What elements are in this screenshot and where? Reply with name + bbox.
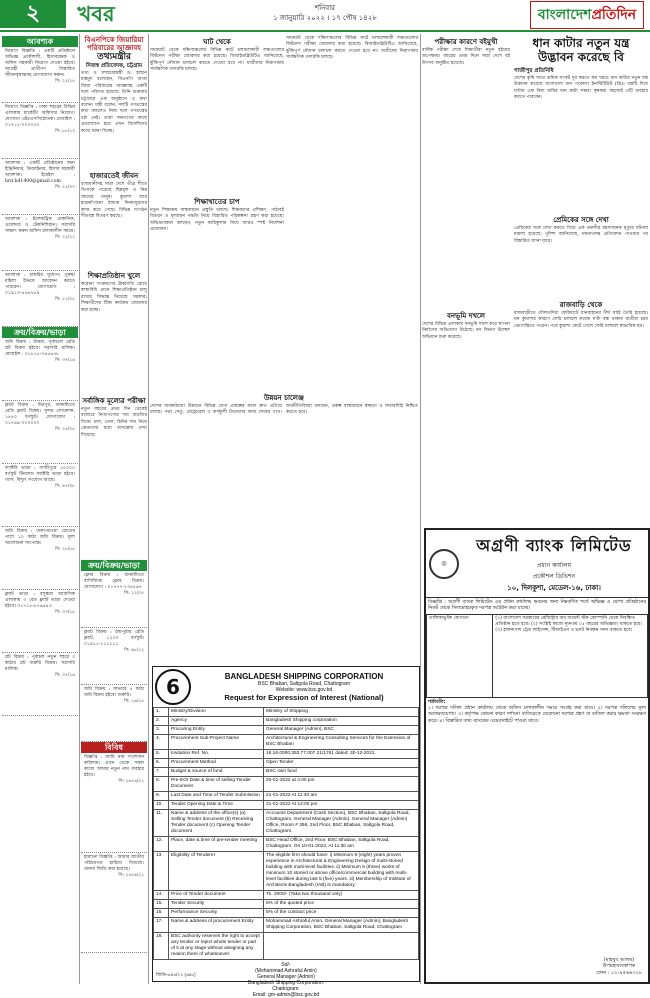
classified-ad	[2, 47, 78, 103]
table-row	[154, 810, 419, 837]
sign-org: Bangladesh Shipping Corporation.	[247, 980, 325, 986]
table-row	[154, 726, 419, 735]
terms-head: শর্তাবলি:	[428, 700, 446, 705]
tender-address: BSC Bhaban, Saltgola Road, Chattogram	[258, 681, 350, 687]
table-cell: 4.	[154, 735, 169, 750]
classified-ad	[2, 103, 78, 159]
table-cell: Procuring Entity	[169, 726, 264, 735]
table-cell: 1.	[154, 708, 169, 717]
tender-table	[153, 707, 419, 960]
table-cell: Eligibility of Tenderer	[169, 852, 264, 891]
table-cell: 2.	[154, 717, 169, 726]
article-dhan-body	[514, 68, 648, 211]
ad-text: ফ্ল্যাট বিক্রয় : রামপুরায় রেডি ফ্ল্যাট, ১২০০ বর্গফুট। ০১৯১১-১১১১১১	[84, 630, 144, 647]
table-cell: 21-01-2022 At 11:30 am	[264, 792, 419, 801]
table-cell: Open Tender	[264, 759, 419, 768]
table-cell: Performance Security	[169, 909, 264, 918]
ad-text: হারানো বিজ্ঞপ্তি : আমার জাতীয় পরিচয়পত্র হারিয়ে গিয়েছে। থানায় জিডি করা হয়েছে।	[84, 855, 144, 872]
subhead: ঘাট থেকে	[203, 38, 231, 46]
article-body: করোনা সংক্রমণের ঊর্ধ্বগতি রোধে স্বাস্থ্যবিধি মেনে শিক্ষাপ্রতিষ্ঠান চালু রাখার সিদ্ধান্ত নিয়েছে সরকার। শিক্ষার্থীদের টিকা কার্যক্রম জোরদার করা হচ্ছে।	[81, 282, 147, 313]
table-row	[154, 837, 419, 852]
table-cell: 21-01-2022 At 12:00 pm	[264, 801, 419, 810]
table-cell: Price of Tender document	[169, 891, 264, 900]
table-cell: BSC authority reserves the right to accept any tender or reject whole tender or part of it at any stage without assigning any reason there of whatsoever.	[169, 933, 264, 960]
classifieds-column	[2, 36, 78, 716]
sign-phone: ফোন : ০২-৯৫৬৬৩২৮	[595, 969, 642, 976]
article-body: নতুন শিক্ষাক্রম বাস্তবায়নে প্রস্তুতি চলছে। শিক্ষকদের প্রশিক্ষণ, পাঠ্যবই বিতরণ ও মূল্যায়ন পদ্ধতি নিয়ে বিস্তারিত পরিকল্পনা গ্রহণ করা হয়েছে। অভিভাবকরা বলছেন, নতুন কারিকুলাম নিয়ে আরও স্পষ্ট নির্দেশনা প্রয়োজন।	[150, 208, 284, 233]
terms-body: ১। দরপত্র দলিল প্রধান কার্যালয় থেকে অফিস চলাকালীন সময়ে সংগ্রহ করা যাবে। ২। দরপত্র দলিলের মূল্য অফেরতযোগ্য। ৩। কর্তৃপক্ষ কোনো কারণ দর্শানো ব্যতিরেকে যেকোনো দরপত্র গ্রহণ বা বাতিল করার ক্ষমতা সংরক্ষণ করে। ৪। বিস্তারিত তথ্য ব্যাংকের ওয়েবসাইটে পাওয়া যাবে।	[428, 706, 646, 724]
table-cell: 18.	[154, 933, 169, 960]
table-cell: Last Date and Time of Tender Submission	[169, 792, 264, 801]
classified-ad	[2, 215, 78, 271]
article-body: সদরঘাট থেকে দক্ষিণাঞ্চলের বিভিন্ন রুটে চলাচলকারী লঞ্চগুলোর ফিটনেস পরীক্ষা জোরদার করা হয়েছে। বিআইডব্লিউটিএ জানিয়েছে, ঝুঁকিপূর্ণ নৌযান চলাচল করতে দেওয়া হবে না। যাত্রীদের নিরাপত্তায় সার্বক্ষণিক তদারকি চলছে।	[286, 36, 418, 61]
classified-ad	[2, 338, 78, 401]
classified-ad	[2, 159, 78, 215]
article-dhan	[514, 36, 648, 64]
classified-head-misc: বিবিধ	[81, 742, 147, 753]
article-byline: গাজীপুর প্রতিনিধি	[514, 68, 554, 74]
table-cell: Name & address of the office(s) (a) Selling Tender document (b) Receiving Tender document (c) Opening Tender document	[169, 810, 264, 837]
logo-part2: প্রতিদিন	[591, 7, 637, 23]
header-day: শনিবার	[314, 4, 336, 12]
table-cell: 7.	[154, 768, 169, 777]
article-kicker: ধান কাটার নতুন যন্ত্র	[532, 36, 630, 50]
subhead: পরীক্ষার কারণে বইমুখী	[434, 38, 498, 46]
article-unnoyon	[150, 392, 418, 664]
table-cell: General Manager (Admin), BSC	[264, 726, 419, 735]
table-cell: 5.	[154, 750, 169, 759]
ad-text: ফ্ল্যাট বিক্রয় : মিরপুর, ধানমন্ডিতে রেডি ফ্ল্যাট বিক্রয়। সুন্দর লোকেশন, ১৪৫০ বর্গফুট। যোগাযোগ : ০১৭৬৯-০০০০০০	[5, 403, 75, 426]
table-cell: Accounts Department (Cash Section), BSC Bhaban, Saltgola Road, Chattogram. General Manager (Admin). General Manager (Admin) Office, Room # 356, 2nd Floor, BSC Bhaban, Saltgola Road, Chattogram.	[264, 810, 419, 837]
article-body: তথ্য ও সম্প্রচারমন্ত্রী ড. হাছান মাহমুদ বলেছেন, বিএনপি আজ জিয়া পরিবারের আজ্ঞাবহ একটি দলে পরিণত হয়েছে। তিনি শুক্রবার চট্টগ্রামে এক অনুষ্ঠানে এ কথা বলেন। মন্ত্রী বলেন, দলটি গণতন্ত্রের কথা বললেও নিজ দলে গণতন্ত্রের চর্চা নেই। তারা জনগণের কাছে প্রত্যাখ্যাত হয়ে এখন বিদেশিদের কাছে ধরনা দিচ্ছে।	[81, 71, 147, 134]
header-rule	[0, 30, 650, 32]
table-row	[154, 768, 419, 777]
ad-ref: সি: ১২/০৫	[124, 591, 144, 596]
bsc-logo-icon: 6	[155, 669, 191, 705]
subhead: শিক্ষাপ্রতিষ্ঠান খুলে	[87, 272, 141, 280]
ad-ref: সি: ২৮/৫৫	[55, 547, 75, 552]
article-body: রাজবাড়ীতে দৌলতদিয়া ফেরিঘাটে যানবাহনের দীর্ঘ সারি তৈরি হয়েছে। ঘন কুয়াশার কারণে ফেরি চলাচল কয়েক ঘণ্টা বন্ধ থাকায় যাত্রীরা চরম ভোগান্তিতে পড়েন। পরে কুয়াশা কেটে গেলে ফেরি চলাচল স্বাভাবিক হয়।	[514, 311, 648, 329]
table-cell	[264, 933, 419, 960]
subhead: শিক্ষাখাতের চাপ	[194, 198, 240, 206]
article-byline: নিজস্ব প্রতিবেদক, চট্টগ্রাম	[85, 63, 143, 69]
table-cell: Name & address of procurement Entity	[169, 918, 264, 933]
table-row	[154, 777, 419, 792]
table-cell: Mohammad Ashraful Amin, General Manager (Admin), Bangladesh Shipping Corporation, BSC Bhaban, Saltgola Road, Chattogram	[264, 918, 419, 933]
table-cell: 11.	[154, 810, 169, 837]
table-cell: Procurement Method	[169, 759, 264, 768]
table-cell: Agency	[169, 717, 264, 726]
classified-ad	[2, 271, 78, 327]
bank-dept: প্রকৌশল ডিভিশন	[532, 573, 576, 580]
table-cell: 14.	[154, 891, 169, 900]
subhead: উন্নয়ন চালেঞ্জ	[263, 394, 304, 402]
table-row	[154, 759, 419, 768]
sign-name: (Mohammad Ashraful Amin)	[255, 968, 317, 974]
article-headline: তথ্যমন্ত্রীর	[97, 52, 131, 62]
table-cell: Pre-EOI Date & time of selling Tender Document	[169, 777, 264, 792]
ad-text: বিজ্ঞপ্তি : আমি নাম সংশোধন করিলাম। এখন থেকে সকল কাজে আমার নতুন নাম ব্যবহার হইবে।	[84, 755, 144, 778]
ad-ref: সি: ৯৮/১২	[124, 648, 144, 653]
ad-text: ফ্লোর বিক্রয় : ধানমন্ডিতে বাণিজ্যিক ফ্লোর বিক্রয়। যোগাযোগ : ০১৭৭৭-২৩৪৫৬৭	[84, 573, 144, 590]
ad-ref: সি: ৯৭/৩৮	[55, 484, 75, 489]
table-cell: 13.	[154, 852, 169, 891]
subhead: সর্বাঙ্গিক মূল্যের পরীক্ষা	[82, 397, 146, 405]
agrani-header	[426, 530, 648, 597]
table-row	[427, 615, 648, 698]
tender-notice	[152, 666, 420, 998]
article-body: দেশের কৃষি খাতে শ্রমিক সংকট দূর করতে কম খরচে ধান কাটার নতুন যন্ত্র উদ্ভাবন করেছে বাংলাদেশ ধান গবেষণা ইনস্টিটিউট (ব্রি)। যন্ত্রটি দিয়ে ঘণ্টায় এক বিঘা জমির ধান কাটা সম্ভব। কৃষকরা সহজেই এটি ব্যবহার করতে পারবেন।	[514, 76, 648, 101]
table-row	[154, 918, 419, 933]
table-cell: 10.	[154, 801, 169, 810]
agrani-title-block	[463, 533, 645, 594]
bank-table	[426, 614, 648, 698]
table-cell: 5% of the contract price	[264, 909, 419, 918]
classified-ad	[81, 628, 147, 685]
ad-ref: সি: ৫১/০৫	[55, 297, 75, 302]
classifieds-column-2	[81, 560, 147, 953]
tender-header	[153, 667, 419, 707]
classified-ad	[2, 401, 78, 464]
table-cell: 9.	[154, 792, 169, 801]
article-kicker: বিএনপিকে জিয়ারিয়া পরিবারের আজ্ঞাবহ	[84, 36, 144, 52]
ad-text: ফ্যাক্টরি ভাড়া : গাজীপুরে ১০০০০ বর্গফুট টিনশেড ফ্যাক্টরি ভাড়া হইবে। গ্যাস, বিদ্যুৎ সংযোগ আছে।	[5, 466, 75, 483]
bank-signature	[596, 957, 642, 977]
subhead: বনভূমি দখলে	[447, 312, 485, 320]
table-cell: Tender Opening Date & Time	[169, 801, 264, 810]
article-headline: উদ্ভাবন করেছে বি	[538, 50, 624, 64]
article-porikkha	[422, 36, 510, 452]
column-rule	[79, 34, 80, 984]
sign-email: Email: gm-admin@bsc.gov.bd	[252, 992, 320, 998]
tender-title: Request for Expression of Interest (National)	[224, 693, 384, 702]
ad-ref: সি: ৮৮/১২	[55, 129, 75, 134]
ad-ref: সি: ২৪৫৯/২১	[118, 873, 144, 878]
sign-title: উপমহাব্যবস্থাপক	[602, 963, 636, 969]
article-body: দেশের অবকাঠামো উন্নয়নে বিভিন্ন মেগা প্রকল্পের কাজ দ্রুত এগিয়ে চলছে। পদ্মা সেতু, মেট্রোরেল ও কর্ণফুলী টানেলের কাজ শেষের পথে। অর্থনীতিবিদরা বলছেন, প্রকল্প বাস্তবায়নে স্বচ্ছতা ও জবাবদিহি নিশ্চিত করতে হবে।	[150, 404, 418, 416]
classified-ad	[81, 685, 147, 742]
article-body: বার্ষিক পরীক্ষা শেষে শিক্ষার্থীরা নতুন বইয়ের অপেক্ষায়। বছরের প্রথম দিনে সারা দেশে বই উৎসব অনুষ্ঠিত হয়েছে।	[422, 48, 510, 66]
ad-text: আবশ্যক : একটি প্রতিষ্ঠানের জন্য ইঞ্জিনিয়ার, ডিজাইনার, হিসাব সহকারী আবশ্যক। ইমেইল : hrd.bd1400@gmail.com	[5, 161, 75, 184]
ad-text: জমি বিক্রয় : উত্তরা, পূর্বাচলে রেডি প্লট বিক্রয় হইবে। সরাসরি মালিক। মোবাইল : ০১৮১৮-৩৪৫৬৭৮	[5, 340, 75, 357]
ad-ref: সি: ১৬/১৫	[124, 699, 144, 704]
article-ghat-cont	[286, 36, 418, 386]
sign-title: General Manager (Admin)	[257, 974, 315, 980]
classified-head-wanted: আবশ্যক	[2, 36, 78, 47]
table-cell: 17.	[154, 918, 169, 933]
table-cell: Budget & source of fund	[169, 768, 264, 777]
bank-title: অগ্রণী ব্যাংক লিমিটেড	[476, 536, 632, 555]
bank-logo-icon: ◎	[429, 549, 459, 579]
table-cell: Procurement Sub-Project Name	[169, 735, 264, 750]
article-body: নতুন বছরের প্রথম দিন থেকেই বাজারে নিত্যপণ্যের দাম বাড়তির দিকে। চাল, তেল, চিনির দাম নিয়ে ক্রেতাদের মধ্যে অসন্তোষ দেখা দিয়েছে।	[81, 407, 147, 438]
ad-ref: সি: ৩৭/১৬	[55, 358, 75, 363]
table-cell: BSC Head Office, 2nd Floor, BSC Bhaban, Saltgola Road, Chattogram. On 10-01-2022, At 11:30 am	[264, 837, 419, 852]
table-cell: (১) বাংলাদেশ সরকারের রেজিস্ট্রার অব জয়েন্ট স্টক কোম্পানি থেকে নিবন্ধিত প্রতিষ্ঠান হতে হবে। (২) সংশ্লিষ্ট কাজে ন্যূনতম ০৫ বছরের অভিজ্ঞতা থাকতে হবে। (৩) হালনাগাদ ট্রেড লাইসেন্স, টিআইএন ও ভ্যাট নিবন্ধন সনদ থাকতে হবে।	[493, 615, 648, 698]
ad-text: জমি বিক্রয় : ঢাকা-মাওয়া রোডের পাশে ১০ কাঠা জমি বিক্রয়। মূল্য আলোচনা সাপেক্ষে।	[5, 529, 75, 546]
ad-ref: সি: ৩৭/১৬	[55, 673, 75, 678]
ad-text: নিয়োগ বিজ্ঞপ্তি : ঢাকা শহরের বিভিন্ন এলাকায় মার্কেটিং অফিসার নিয়োগ। যোগ্যতা এইচএসসি/স্নাতক। মোবাইল : ০১৭১১-০০০০০০	[5, 105, 75, 128]
classified-ad	[81, 853, 147, 953]
table-row	[154, 909, 419, 918]
table-cell: 6.	[154, 759, 169, 768]
ad-ref: সি: ২৪৫৬/২১	[118, 779, 144, 784]
table-row	[154, 750, 419, 759]
tender-signature	[153, 962, 419, 998]
table-cell: The eligible firm should have: i) Minimum 8 (eight) years proven experience in Architectural & Engineering Design of multi-storied building with multi-level facilities. ii) Minimum 5 (three) works of minimum 10 storied or above office/commercial building with multi-level facilities during last 5 (five) years. iii) Membership of Institute of Architects Bangladesh (IAB) is mandatory.	[264, 852, 419, 891]
table-row	[154, 717, 419, 726]
table-cell: Architectural & Engineering Consulting Services for the Extension of BSC Bhaban	[264, 735, 419, 750]
article-premik	[514, 214, 648, 491]
table-cell: 12.	[154, 837, 169, 852]
ad-ref: সি: ২২/৩০	[55, 185, 75, 190]
article-body: রাজধানীসহ সারা দেশে তীব্র শীতে বিপাকে পড়েছে ছিন্নমূল ও নিম্ন আয়ের মানুষ। কুয়াশা আর হাড়কাঁপানো ঠান্ডায় দিনমজুরদের কাজ কমে গেছে। বিভিন্ন সংগঠন শীতবস্ত্র বিতরণ করছে।	[81, 182, 147, 220]
ad-ref: সি: ২২/২২	[55, 235, 75, 240]
article-sikkha	[150, 196, 284, 398]
sign-sd: Sd/-	[281, 962, 291, 968]
ad-text: জমি বিক্রয় : সাভারে ৫ কাঠা জমি বিক্রয় হইবে। জরুরি।	[84, 687, 144, 698]
sign-name: (মাহবুব আলম)	[603, 956, 635, 963]
ad-text: আবশ্যক : চাকরির সুযোগ। পুরুষ/মহিলা উভয়ে আবেদন করতে পারবেন। যোগাযোগ : ০১৯১৩-৪৫৬৭৮৯	[5, 273, 75, 296]
table-cell: 5% of the quoted price	[264, 900, 419, 909]
table-row	[154, 801, 419, 810]
classified-ad	[2, 464, 78, 527]
ad-ref: সি: ২২/১৫	[55, 79, 75, 84]
table-cell: Tk. 2000/- (Taka two thousand only)	[264, 891, 419, 900]
table-cell: 16.	[154, 909, 169, 918]
classified-head-buysell: ক্রয়/বিক্রয়/ভাড়া	[2, 327, 78, 338]
section-title: খবর	[77, 2, 115, 26]
bank-notice: বিজ্ঞপ্তি : অগ্রণী ব্যাংক লিমিটেড এর প্রধান কার্যালয় ভবনের জন্য নিম্নবর্ণিত শর্তে অভিজ্ঞ ও যোগ্য প্রতিষ্ঠানের নিকট থেকে সিলমোহরকৃত দরপত্র আহ্বান করা যাচ্ছে।	[426, 597, 648, 614]
table-cell: Tender Security	[169, 900, 264, 909]
ad-text: আবশ্যক : ইলেকট্রিক মেকানিক, ওয়েল্ডার ও টেকনিশিয়ান। সরাসরি সাক্ষাৎ করুন অফিস চলাকালীন সময়ে।	[5, 217, 75, 234]
classified-ad	[2, 590, 78, 653]
table-cell: BSC own fund	[264, 768, 419, 777]
subhead: রাজবাড়ি থেকে	[559, 301, 603, 309]
bank-terms	[426, 698, 648, 848]
tender-org: BANGLADESH SHIPPING CORPORATION	[224, 672, 384, 681]
table-cell: Ministry/Division	[169, 708, 264, 717]
page-number: ২	[0, 0, 66, 28]
table-cell: 8.	[154, 777, 169, 792]
tender-website: Website: www.bsc.gov.bd	[275, 687, 333, 693]
classified-head-buysell-2: ক্রয়/বিক্রয়/ভাড়া	[81, 560, 147, 571]
masthead-logo	[530, 1, 644, 29]
classified-ad	[81, 753, 147, 853]
article-body: দেশের বিভিন্ন এলাকায় বনভূমি দখল করে স্থাপনা নির্মাণের অভিযোগ উঠেছে। বন বিভাগ উচ্ছেদ অভিযান শুরু করেছে।	[422, 322, 510, 340]
bank-address: ১০, দিলকুশা, মেডেল-১৬, ঢাকা।	[507, 584, 601, 592]
table-cell: Bangladesh Shipping corporation	[264, 717, 419, 726]
table-row	[154, 708, 419, 717]
subhead: হাজারতেই জীবন	[89, 172, 139, 180]
logo-part1: বাংলাদেশ	[537, 7, 592, 23]
table-cell: 15.	[154, 900, 169, 909]
table-row	[154, 900, 419, 909]
column-rule	[420, 34, 421, 984]
article-bnp	[81, 36, 147, 507]
table-row	[154, 933, 419, 960]
classified-ad	[2, 527, 78, 590]
article-ghat	[150, 36, 284, 198]
bank-division: প্রধান কার্যালয়	[536, 562, 572, 569]
subhead: প্রেমিকের সঙ্গে দেখা	[553, 216, 609, 224]
table-cell: 20-01-2022 at 4.00 pm	[264, 777, 419, 792]
table-row	[154, 792, 419, 801]
ad-ref: সি: ৩৩/১৫	[55, 610, 75, 615]
gd-ref: জিডি-৬৯৪/২২ (৬x৫)	[156, 972, 196, 977]
table-cell: 18.16.0000.353.77.007.21/1761 dated: 30-12-2021	[264, 750, 419, 759]
table-row	[154, 891, 419, 900]
classified-ad	[2, 653, 78, 716]
sign-city: Chattogram.	[272, 986, 300, 992]
table-cell: Invitation Ref. No.	[169, 750, 264, 759]
ad-ref: সি: ২৪/০৫	[55, 427, 75, 432]
table-cell: 3.	[154, 726, 169, 735]
ad-text: ফ্ল্যাট ভাড়া : বসুন্ধরা আবাসিক এলাকায় ৩ বেড ফ্ল্যাট ভাড়া দেওয়া হইবে। ০১৭১৫-৮৭৬৫৪৩	[5, 592, 75, 609]
ad-text: প্লট বিক্রয় : পূর্বাচল নতুন শহরে ৩ কাঠার প্লট জরুরি বিক্রয়। সরাসরি মালিক।	[5, 655, 75, 672]
table-row	[154, 852, 419, 891]
article-body: প্রেমিকের সঙ্গে দেখা করতে গিয়ে এক তরুণীর রহস্যজনক মৃত্যুর ঘটনায় মামলা হয়েছে। পুলিশ জানিয়েছে, ময়নাতদন্ত প্রতিবেদন পাওয়ার পর বিস্তারিত জানা যাবে।	[514, 226, 648, 244]
header-date: ১ জানুয়ারি ২০২২ । ১৭ পৌষ ১৪২৮	[273, 14, 377, 22]
table-cell: Place, date & time of pre-tender meeting	[169, 837, 264, 852]
ad-text: নিয়োগ বিজ্ঞপ্তি : একটি প্রতিষ্ঠানে অভিজ্ঞ প্রকৌশলী, হিসাবরক্ষক ও অফিস সহকারী নিয়োগ দেওয়া হইবে। আগ্রহী প্রার্থীগণ বিস্তারিত জীবনবৃত্তান্তসহ যোগাযোগ করুন।	[5, 49, 75, 78]
tender-org-block	[191, 672, 417, 702]
classified-ad	[81, 571, 147, 628]
agrani-bank-notice	[424, 528, 650, 984]
column-rule	[148, 34, 149, 984]
table-cell: Ministry of Shipping	[264, 708, 419, 717]
table-row	[154, 735, 419, 750]
article-body: সদরঘাট থেকে দক্ষিণাঞ্চলের বিভিন্ন রুটে চলাচলকারী লঞ্চগুলোর ফিটনেস পরীক্ষা জোরদার করা হয়েছে। বিআইডব্লিউটিএ জানিয়েছে, ঝুঁকিপূর্ণ নৌযান চলাচল করতে দেওয়া হবে না। যাত্রীদের নিরাপত্তায় সার্বক্ষণিক তদারকি চলছে।	[150, 48, 284, 73]
table-cell: তালিকাভুক্তি যোগ্যতা	[427, 615, 493, 698]
